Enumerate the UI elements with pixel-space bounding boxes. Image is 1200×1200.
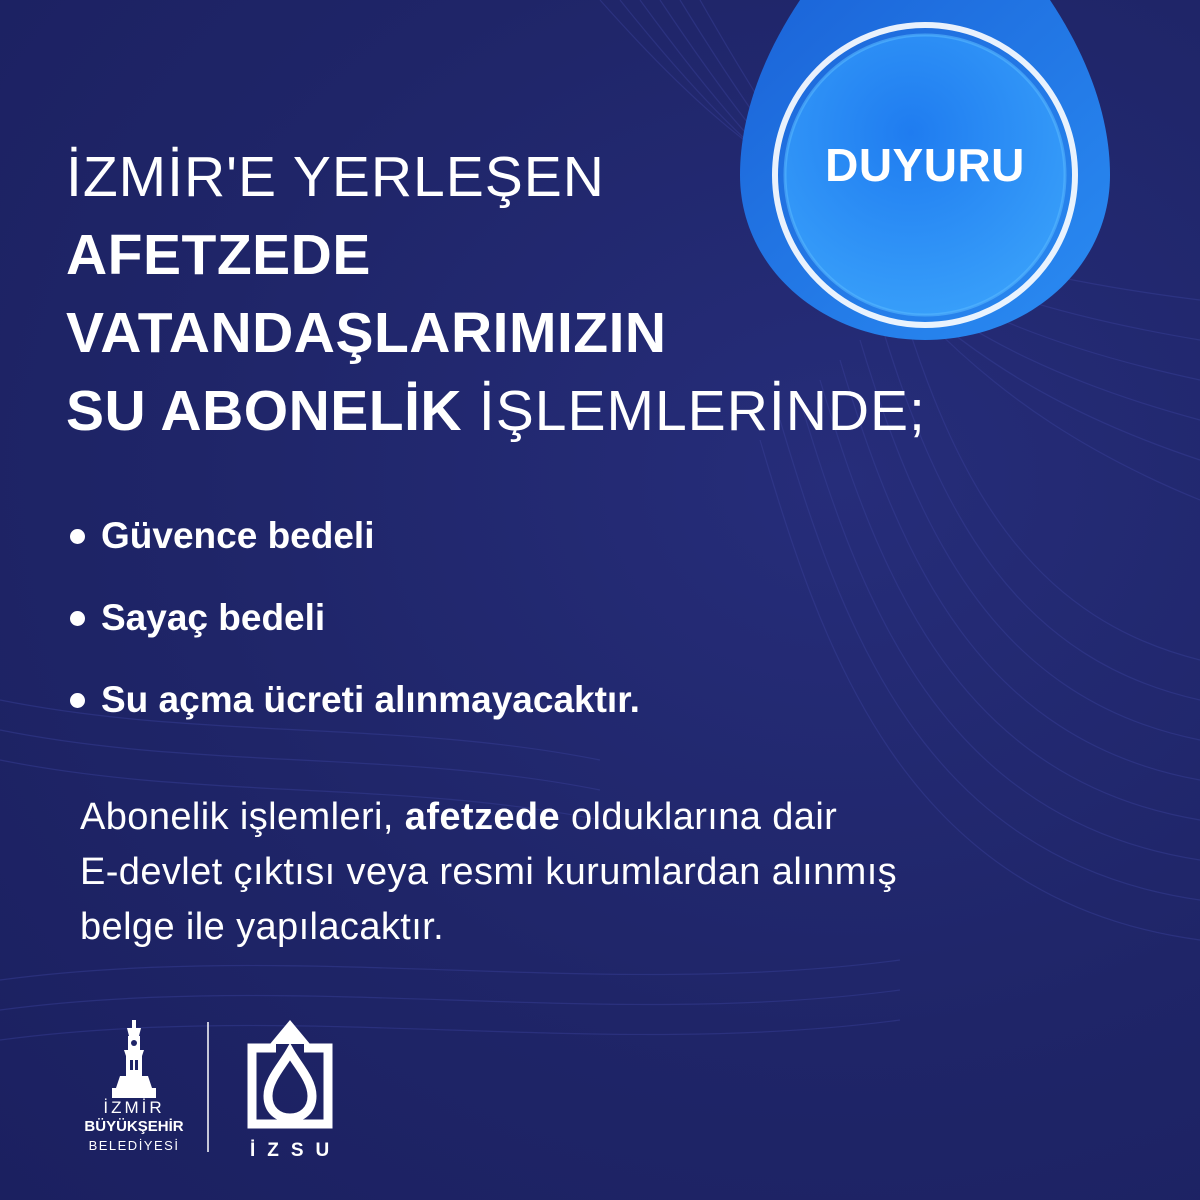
list-item-text: Güvence bedeli (101, 515, 375, 556)
list-item (70, 495, 640, 577)
note-line-1 (80, 790, 1140, 845)
headline (66, 138, 1026, 450)
headline-line-1: İZMİR'E YERLEŞEN (66, 145, 605, 209)
requirements-note (80, 790, 1140, 955)
izsu-logo (240, 1018, 342, 1161)
izmir-logo-line-2: BÜYÜKŞEHİR (84, 1118, 184, 1135)
water-drop-icon (240, 1018, 340, 1138)
list-item (70, 577, 640, 659)
list-item (70, 659, 640, 741)
headline-line-2: AFETZEDE (66, 223, 371, 287)
list-item-text: Su açma ücreti alınmayacaktır. (101, 679, 640, 720)
fee-exemption-list (70, 495, 640, 741)
headline-line-4 (66, 372, 1026, 450)
clock-tower-icon (86, 1018, 182, 1100)
note-line-1-start: Abonelik işlemleri, (80, 796, 405, 838)
note-line-1-end: olduklarına dair (560, 796, 838, 838)
note-line-3: belge ile yapılacaktır. (80, 906, 445, 948)
izsu-logo-text: İZSU (250, 1140, 342, 1161)
headline-line-3: VATANDAŞLARIMIZIN (66, 301, 667, 365)
bullet-icon (70, 693, 85, 708)
note-line-2: E-devlet çıktısı veya resmi kurumlardan alınmış (80, 851, 898, 893)
headline-line-4-light: İŞLEMLERİNDE; (462, 379, 926, 443)
izmir-municipality-logo (86, 1018, 182, 1158)
bullet-icon (70, 529, 85, 544)
izmir-logo-line-3: BELEDİYESİ (88, 1138, 180, 1153)
headline-line-4-bold: SU ABONELİK (66, 379, 463, 443)
badge-label: DUYURU (825, 139, 1025, 191)
list-item-text: Sayaç bedeli (101, 597, 326, 638)
bullet-icon (70, 611, 85, 626)
note-line-1-bold: afetzede (404, 796, 561, 838)
logo-divider (207, 1022, 209, 1152)
izmir-logo-line-1: İZMİR (103, 1098, 165, 1117)
